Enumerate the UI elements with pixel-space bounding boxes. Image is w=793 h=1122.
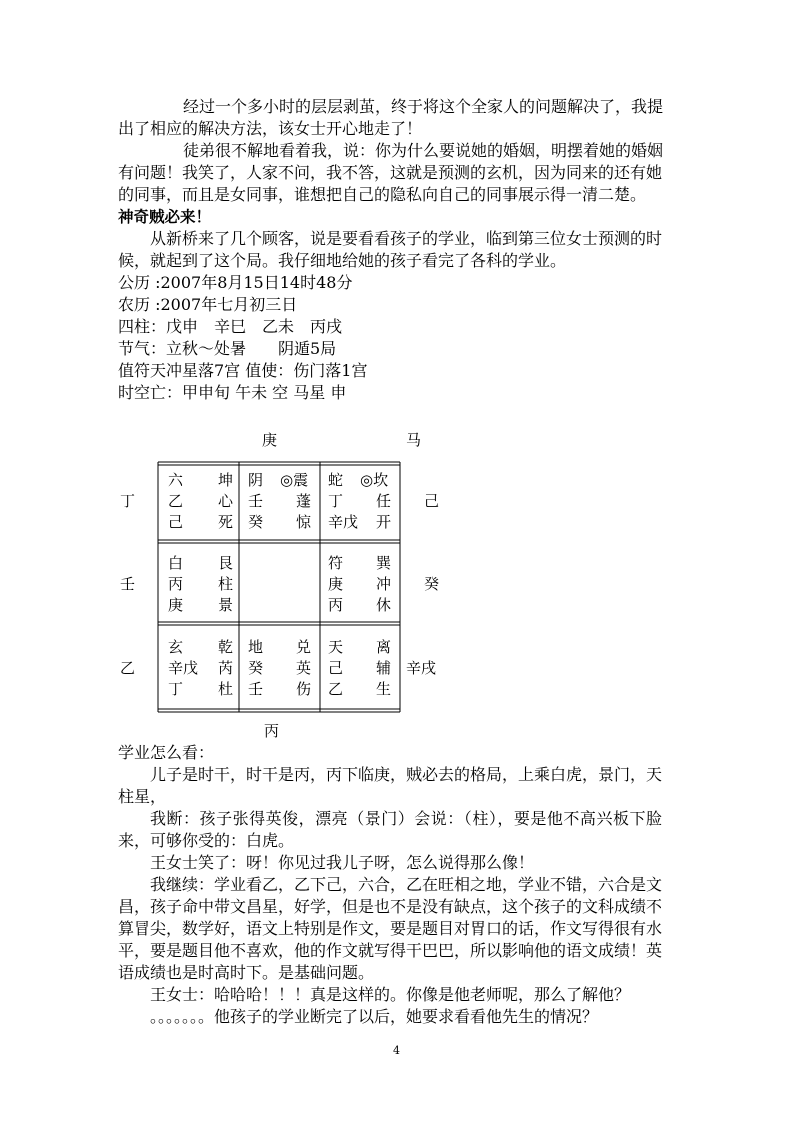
palace-cell-text: 冲 [376,575,392,593]
palace-cell-text: ◎坎 [360,471,389,489]
palace-cell-text: 兑 [296,638,312,656]
palace-cell-text: 丙 [168,575,184,593]
palace-cell-text: 癸 [248,659,264,677]
chart-bottom-label: 丙 [264,722,280,740]
paragraph-line: 学业怎么看： [118,743,215,762]
palace-cell-text: 玄 [168,638,184,656]
palace-cell-text: 辛戊 [328,513,359,531]
palace-cell-text: 乙 [168,492,184,510]
palace-cell-text: 白 [168,554,184,572]
palace-cell-text: 壬 [248,680,264,698]
palace-cell-text: 蓬 [296,492,312,510]
palace-cell-text: 杜 [218,680,234,698]
paragraph-line: 徒弟很不解地看着我，说：你为什么要说她的婚姻，明摆着她的婚姻 [183,141,664,160]
paragraph-line: 。。。。。。。他孩子的学业断完了以后，她要求看看他先生的情况？ [150,1007,599,1026]
palace-cell-text: 死 [218,513,234,531]
paragraph-line: 儿子是时干，时干是丙，丙下临庚，贼必去的格局，上乘白虎，景门，天 [150,765,663,784]
chart-info-line: 公历 :2007年8月15日14时48分 [118,273,353,292]
paragraph-line: 柱星， [118,787,167,806]
palace-cell-text: 柱 [218,575,234,593]
palace-cell-text: 天 [328,638,344,656]
palace-cell-text: 心 [218,492,234,510]
palace-cell-text: 休 [376,596,392,614]
palace-cell-text: 蛇 [328,471,344,489]
palace-cell-text: 惊 [296,513,312,531]
paragraph-line: 候，就起到了这个局。我仔细地给她的孩子看完了各科的学业。 [118,251,567,270]
palace-cell-text: 庚 [168,596,184,614]
chart-top-right-label: 马 [406,431,422,449]
palace-cell-text: 地 [248,638,264,656]
paragraph-line: 出了相应的解决方法，该女士开心地走了！ [118,119,423,138]
chart-left-label: 壬 [120,575,136,593]
palace-cell-text: 庚 [328,575,344,593]
palace-cell-text: 乾 [218,638,234,656]
palace-cell-text: 丁 [328,492,344,510]
paragraph-line: 语成绩也是时高时下。是基础问题。 [118,963,375,982]
paragraph-line: 经过一个多小时的层层剥茧，终于将这个全家人的问题解决了，我提 [183,97,664,116]
chart-right-label: 己 [424,492,440,510]
paragraph-line: 王女士笑了：呀！你见过我儿子呀，怎么说得那么像！ [150,853,535,872]
chart-info-line: 四柱：戊申 辛巳 乙未 丙戌 [118,317,343,336]
chart-top-label: 庚 [262,431,278,449]
chart-right-label: 癸 [424,575,440,593]
chart-info-line: 值符天冲星落7宫 值使：伤门落1宫 [118,361,368,380]
chart-info-line: 农历 :2007年七月初三日 [118,295,298,314]
palace-cell-text: 己 [328,659,344,677]
chart-left-label: 丁 [120,492,136,510]
palace-cell-text: 英 [296,659,312,677]
palace-cell-text: 伤 [296,680,312,698]
page-number: 4 [393,1044,400,1057]
paragraph-line: 王女士：哈哈哈！！！真是这样的。你像是他老师呢，那么了解他？ [150,985,631,1004]
palace-cell-text: 开 [376,513,392,531]
palace-cell-text: 生 [376,680,392,698]
palace-cell-text: 辅 [376,659,392,677]
palace-cell-text: ◎震 [280,471,309,489]
paragraph-line: 平，要是题目他不喜欢，他的作文就写得干巴巴，所以影响他的语文成绩！英 [118,941,663,960]
palace-cell-text: 癸 [248,513,264,531]
palace-cell-text: 任 [376,492,392,510]
palace-cell-text: 艮 [218,554,234,572]
paragraph-line: 我继续：学业看乙，乙下己，六合，乙在旺相之地，学业不错，六合是文 [150,875,663,894]
palace-cell-text: 巽 [376,554,392,572]
paragraph-line: 从新桥来了几个顾客，说是要看看孩子的学业，临到第三位女士预测的时 [150,229,663,248]
palace-cell-text: 芮 [218,659,234,677]
palace-cell-text: 景 [218,596,234,614]
paragraph-line: 算冒尖，数学好，语文上特别是作文，要是题目对胃口的话，作文写得很有水 [118,919,663,938]
paragraph-line: 我断：孩子张得英俊，漂亮（景门）会说：（柱），要是他不高兴板下脸 [150,809,662,828]
paragraph-line: 来，可够你受的：白虎。 [118,831,295,850]
palace-cell-text: 坤 [218,471,234,489]
palace-cell-text: 辛戊 [168,659,199,677]
section-title: 神奇贼必来！ [118,208,212,226]
chart-right-label: 辛戌 [406,659,437,677]
palace-cell-text: 离 [376,638,392,656]
palace-cell-text: 己 [168,513,184,531]
palace-cell-text: 丁 [168,680,184,698]
palace-cell-text: 六 [168,471,184,489]
chart-left-label: 乙 [120,659,136,677]
palace-cell-text: 丙 [328,596,344,614]
paragraph-line: 昌，孩子命中带文昌星，好学，但是也不是没有缺点，这个孩子的文科成绩不 [118,897,663,916]
paragraph-line: 有问题！我笑了，人家不问，我不答，这就是预测的玄机，因为同来的还有她 [118,163,663,182]
palace-cell-text: 阴 [248,471,264,489]
palace-cell-text: 乙 [328,680,344,698]
palace-cell-text: 壬 [248,492,264,510]
chart-info-line: 时空亡：甲申旬 午未 空 马星 申 [118,383,347,402]
paragraph-line: 的同事，而且是女同事，谁想把自己的隐私向自己的同事展示得一清二楚。 [118,185,647,204]
palace-cell-text: 符 [328,554,344,572]
chart-info-line: 节气：立秋～处暑 阴遁5局 [118,339,337,358]
